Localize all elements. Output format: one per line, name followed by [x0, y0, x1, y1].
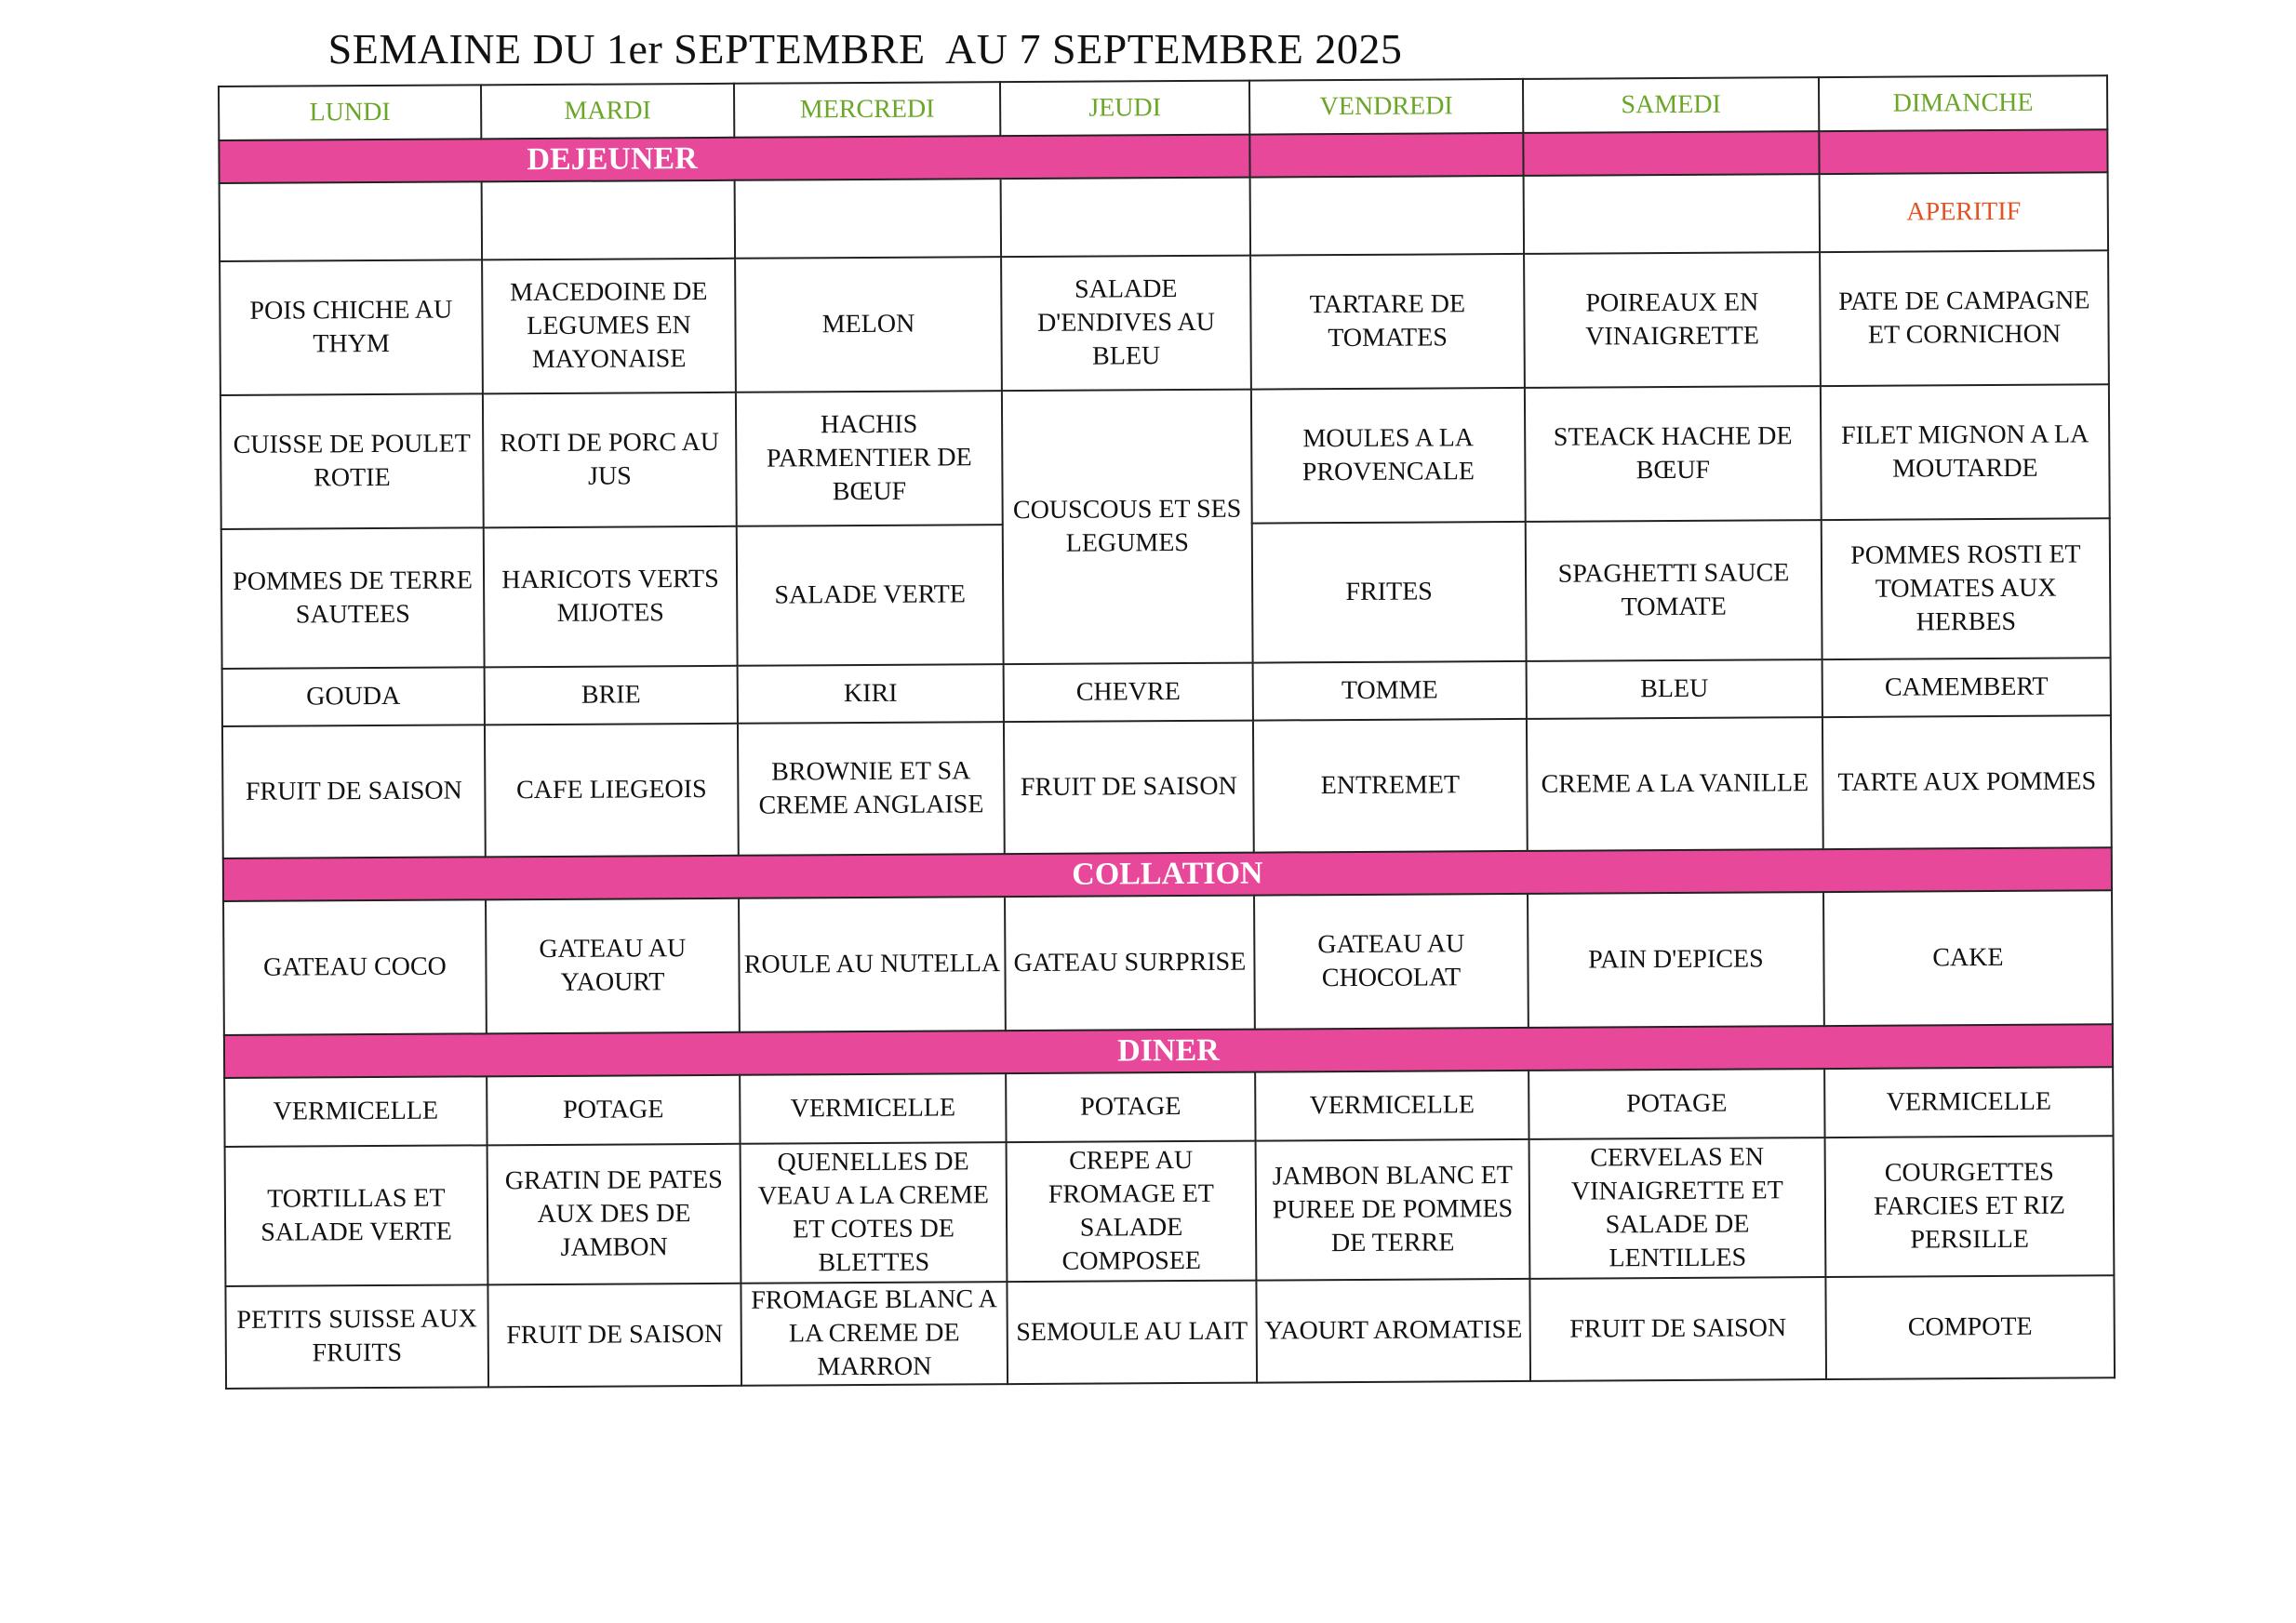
section-band-cell [1249, 133, 1523, 178]
day-header-samedi: SAMEDI [1523, 77, 1819, 133]
menu-cell [1250, 176, 1524, 256]
menu-cell: CHEVRE [1004, 663, 1253, 723]
diner-dessert-row [225, 1275, 2115, 1389]
menu-cell: GATEAU SURPRISE [1005, 896, 1255, 1031]
menu-cell: CAFE LIEGEOIS [485, 724, 739, 858]
menu-cell: CUISSE DE POULET ROTIE [220, 393, 484, 529]
dessert-row [222, 715, 2112, 858]
section-band-cell [1000, 135, 1249, 180]
menu-cell: HACHIS PARMENTIER DE BŒUF [736, 391, 1003, 526]
menu-cell: POTAGE [487, 1075, 740, 1146]
menu-cell: SALADE VERTE [737, 525, 1004, 666]
section-title-collation: COLLATION [223, 847, 2112, 901]
menu-cell: MELON [735, 257, 1002, 392]
menu-cell: COMPOTE [1825, 1275, 2115, 1379]
menu-cell: YAOURT AROMATISE [1256, 1279, 1530, 1383]
menu-cell: BRIE [485, 666, 738, 725]
menu-cell: PATE DE CAMPAGNE ET CORNICHON [1820, 250, 2109, 386]
menu-cell: FRUIT DE SAISON [487, 1284, 741, 1388]
section-title-diner: DINER [224, 1024, 2113, 1078]
menu-cell: TARTARE DE TOMATES [1250, 254, 1525, 390]
aperitif-row [220, 172, 2108, 261]
menu-cell: STEACK HACHE DE BŒUF [1525, 386, 1822, 522]
day-header-vendredi: VENDREDI [1249, 79, 1523, 135]
menu-cell: BROWNIE ET SA CREME ANGLAISE [738, 722, 1005, 856]
menu-cell: FRUIT DE SAISON [1529, 1277, 1826, 1381]
menu-cell: POMMES DE TERRE SAUTEES [221, 527, 485, 669]
menu-cell [220, 181, 482, 261]
menu-cell: FRITES [1252, 522, 1527, 663]
menu-cell: SALADE D'ENDIVES AU BLEU [1001, 256, 1251, 392]
menu-cell [1524, 174, 1820, 254]
menu-cell: BLEU [1527, 659, 1822, 719]
menu-cell: COURGETTES FARCIES ET RIZ PERSILLE [1825, 1136, 2115, 1277]
menu-cell: SPAGHETTI SAUCE TOMATE [1526, 520, 1822, 661]
menu-cell: ENTREMET [1253, 719, 1528, 853]
menu-cell: CREME A LA VANILLE [1527, 717, 1823, 851]
menu-cell [735, 179, 1001, 259]
day-header-dimanche: DIMANCHE [1819, 75, 2107, 131]
menu-cell: ROTI DE PORC AU JUS [483, 392, 737, 528]
menu-cell: CAMEMBERT [1822, 658, 2111, 717]
menu-cell: POIREAUX EN VINAIGRETTE [1524, 252, 1821, 388]
menu-cell [1001, 178, 1250, 258]
menu-cell: GRATIN DE PATES AUX DES DE JAMBON [487, 1144, 741, 1285]
menu-cell: JAMBON BLANC ET PUREE DE POMMES DE TERRE [1256, 1139, 1530, 1281]
menu-cell: PETITS SUISSE AUX FRUITS [225, 1284, 488, 1389]
potage-row [224, 1067, 2113, 1147]
section-title-dejeuner: DEJEUNER [219, 136, 1000, 183]
day-header-mardi: MARDI [481, 84, 734, 140]
plat-row [220, 384, 2110, 529]
page-title: SEMAINE DU 1er SEPTEMBRE AU 7 SEPTEMBRE 2025 [327, 25, 1403, 73]
menu-cell: ROULE AU NUTELLA [739, 897, 1006, 1032]
weekly-menu-table [218, 74, 2116, 1390]
menu-cell: CAKE [1823, 890, 2113, 1026]
menu-cell: KIRI [738, 664, 1004, 724]
menu-cell: VERMICELLE [740, 1073, 1006, 1144]
menu-cell: HARICOTS VERTS MIJOTES [484, 526, 738, 668]
menu-cell [482, 180, 735, 260]
section-band-cell [1819, 129, 2107, 174]
menu-cell: VERMICELLE [1255, 1071, 1528, 1141]
fromage-row [222, 658, 2111, 726]
menu-cell: COUSCOUS ET SES LEGUMES [1002, 390, 1253, 665]
menu-cell: QUENELLES DE VEAU A LA CREME ET COTES DE BLETTES [741, 1142, 1008, 1284]
menu-cell: POIS CHICHE AU THYM [220, 259, 483, 395]
menu-cell: GATEAU COCO [223, 899, 487, 1035]
menu-cell: VERMICELLE [224, 1076, 487, 1147]
menu-cell: GOUDA [222, 667, 485, 726]
menu-cell: SEMOULE AU LAIT [1007, 1281, 1257, 1385]
menu-cell: CERVELAS EN VINAIGRETTE ET SALADE DE LENTILLES [1529, 1137, 1826, 1279]
section-band-cell [1523, 131, 1819, 176]
menu-cell: VERMICELLE [1824, 1067, 2113, 1137]
diner-plat-row [225, 1136, 2115, 1286]
aperitif-label: APERITIF [1820, 172, 2108, 252]
menu-cell: CREPE AU FROMAGE ET SALADE COMPOSEE [1007, 1141, 1257, 1283]
menu-cell: FILET MIGNON A LA MOUTARDE [1821, 384, 2110, 520]
menu-cell: POMMES ROSTI ET TOMATES AUX HERBES [1822, 518, 2111, 659]
menu-cell: FRUIT DE SAISON [1004, 721, 1254, 855]
menu-cell: GATEAU AU YAOURT [486, 898, 740, 1034]
collation-row [223, 890, 2113, 1035]
menu-cell: TARTE AUX POMMES [1822, 715, 2112, 849]
menu-cell: FRUIT DE SAISON [222, 725, 486, 858]
menu-cell: POTAGE [1528, 1069, 1824, 1139]
day-header-jeudi: JEUDI [1000, 81, 1249, 137]
menu-cell: POTAGE [1006, 1072, 1255, 1143]
menu-cell: GATEAU AU CHOCOLAT [1254, 894, 1528, 1030]
menu-cell: FROMAGE BLANC A LA CREME DE MARRON [741, 1282, 1008, 1386]
menu-cell: TORTILLAS ET SALADE VERTE [225, 1145, 488, 1286]
menu-cell: MOULES A LA PROVENCALE [1251, 388, 1526, 524]
menu-cell: PAIN D'EPICES [1528, 892, 1824, 1028]
day-header-mercredi: MERCREDI [734, 82, 1000, 138]
day-header-lundi: LUNDI [219, 85, 481, 140]
entree-row [220, 250, 2109, 395]
menu-cell: MACEDOINE DE LEGUMES EN MAYONAISE [482, 259, 736, 394]
menu-cell: TOMME [1253, 661, 1527, 721]
